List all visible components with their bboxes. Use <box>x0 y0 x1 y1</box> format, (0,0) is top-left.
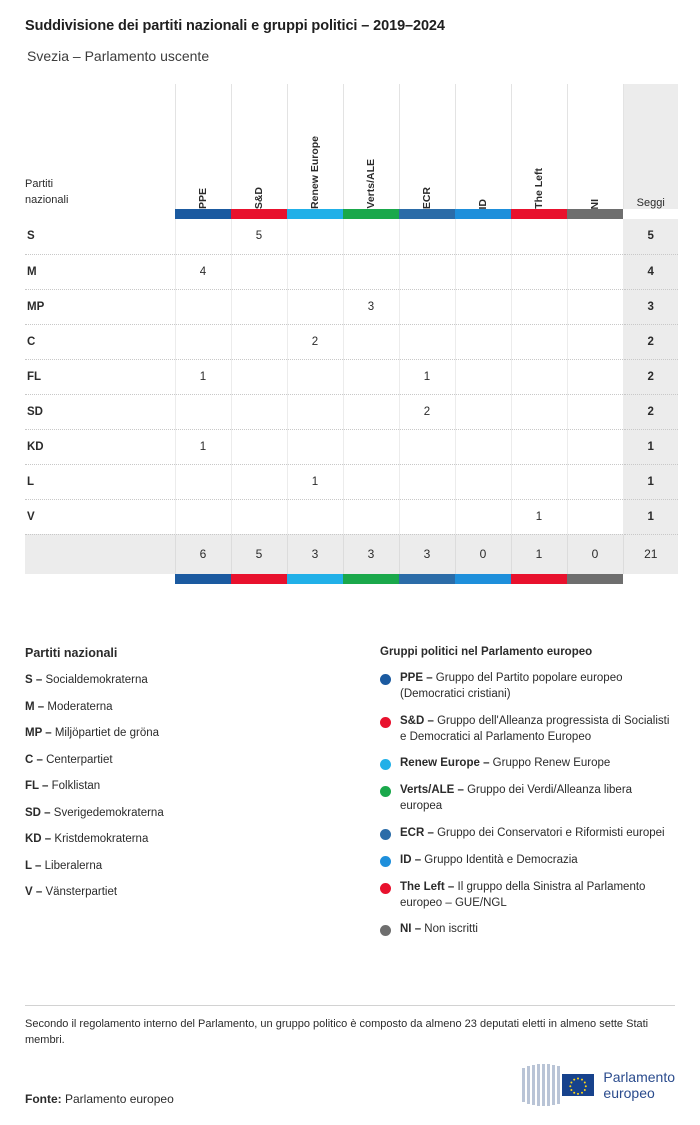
table-row <box>25 289 678 324</box>
table-row <box>25 464 678 499</box>
seat-cell <box>231 324 287 359</box>
legend-groups-heading: Gruppi politici nel Parlamento europeo <box>380 646 593 658</box>
ep-logo <box>522 1064 675 1106</box>
top-color-bar <box>25 209 678 219</box>
seat-cell <box>455 324 511 359</box>
seat-cell: 4 <box>175 254 231 289</box>
seat-cell <box>399 289 455 324</box>
group-legend-text: Renew Europe – Gruppo Renew Europe <box>400 757 611 770</box>
seat-cell <box>567 289 623 324</box>
legend-parties-heading: Partiti nazionali <box>25 646 118 660</box>
row-seats-total: 1 <box>623 464 678 499</box>
group-color-bar <box>455 574 511 584</box>
group-legend-item <box>380 783 675 815</box>
row-seats-total: 5 <box>623 219 678 254</box>
seat-cell <box>567 429 623 464</box>
row-party-label: MP <box>25 289 175 324</box>
party-legend-item: V – Vänsterpartiet <box>25 886 118 899</box>
seat-cell <box>175 464 231 499</box>
seat-cell <box>343 219 399 254</box>
group-column-header <box>175 84 231 209</box>
ep-logo-line2: europeo <box>603 1085 655 1101</box>
party-legend-item: C – Centerpartiet <box>25 753 113 766</box>
seat-cell: 5 <box>231 219 287 254</box>
table-row <box>25 219 678 254</box>
group-color-bar <box>231 574 287 584</box>
row-party-label: M <box>25 254 175 289</box>
group-legend-text: PPE – Gruppo del Partito popolare europeo (Democratici cristiani) <box>400 672 623 700</box>
group-color-dot <box>380 717 391 728</box>
group-column-header <box>231 84 287 209</box>
party-legend-item: SD – Sverigedemokraterna <box>25 806 164 819</box>
row-party-label: SD <box>25 394 175 429</box>
seat-cell: 1 <box>175 359 231 394</box>
seat-cell <box>511 254 567 289</box>
seat-cell <box>511 359 567 394</box>
seat-cell <box>511 429 567 464</box>
seat-cell <box>343 254 399 289</box>
group-column-label: PPE <box>197 187 209 209</box>
row-seats-total: 1 <box>623 429 678 464</box>
grand-total-seats: 21 <box>623 534 678 574</box>
seats-table <box>25 84 678 584</box>
row-seats-total: 1 <box>623 499 678 534</box>
ep-logo-text <box>603 1069 675 1101</box>
footnote: Secondo il regolamento interno del Parlamento, un gruppo politico è composto da almeno 23 deputati eletti in almeno sette Stati membri. <box>25 1005 675 1049</box>
group-color-bar <box>175 209 231 219</box>
legend-groups <box>380 646 675 949</box>
table-row <box>25 394 678 429</box>
group-color-bar <box>399 574 455 584</box>
row-seats-total: 2 <box>623 324 678 359</box>
seat-cell <box>231 499 287 534</box>
group-color-dot <box>380 883 391 894</box>
row-seats-total: 2 <box>623 359 678 394</box>
seat-cell <box>287 499 343 534</box>
party-legend-item: M – Moderaterna <box>25 700 113 713</box>
group-legend-item <box>380 922 675 938</box>
group-color-dot <box>380 829 391 840</box>
seat-cell <box>287 429 343 464</box>
group-color-bar <box>399 209 455 219</box>
group-column-label: ID <box>477 198 489 209</box>
group-total: 0 <box>455 534 511 574</box>
seat-cell <box>231 429 287 464</box>
legend <box>25 646 675 949</box>
party-legend-item: FL – Folklistan <box>25 780 101 793</box>
seat-cell <box>455 359 511 394</box>
seat-cell <box>511 464 567 499</box>
group-total: 1 <box>511 534 567 574</box>
group-color-bar <box>567 209 623 219</box>
page-title: Suddivisione dei partiti nazionali e gruppi politici – 2019–2024 <box>25 18 445 34</box>
source-line <box>25 1092 174 1106</box>
group-color-bar <box>343 574 399 584</box>
group-legend-text: NI – Non iscritti <box>400 923 478 936</box>
group-legend-item <box>380 714 675 746</box>
totals-row <box>25 534 678 574</box>
seat-cell: 1 <box>511 499 567 534</box>
seat-cell <box>343 359 399 394</box>
seat-cell <box>231 289 287 324</box>
seat-cell <box>287 289 343 324</box>
legend-parties <box>25 646 380 949</box>
seat-cell <box>343 429 399 464</box>
table-row <box>25 324 678 359</box>
group-color-bar <box>511 574 567 584</box>
seat-cell <box>175 324 231 359</box>
seat-cell <box>343 324 399 359</box>
group-column-header <box>455 84 511 209</box>
table-row <box>25 429 678 464</box>
seat-cell: 2 <box>287 324 343 359</box>
group-column-header <box>399 84 455 209</box>
ep-flag-icon <box>522 1064 594 1106</box>
group-legend-item <box>380 853 675 869</box>
group-color-bar <box>343 209 399 219</box>
source-label: Fonte: <box>25 1092 62 1106</box>
seat-cell <box>287 394 343 429</box>
row-seats-total: 3 <box>623 289 678 324</box>
seat-cell: 2 <box>399 394 455 429</box>
seat-cell <box>343 464 399 499</box>
group-color-dot <box>380 759 391 770</box>
group-color-bar <box>287 574 343 584</box>
seat-cell <box>567 219 623 254</box>
seat-cell <box>455 499 511 534</box>
group-column-label: ECR <box>421 186 433 209</box>
group-color-dot <box>380 925 391 936</box>
group-total: 0 <box>567 534 623 574</box>
party-legend-item: MP – Miljöpartiet de gröna <box>25 727 160 740</box>
seat-cell <box>567 359 623 394</box>
row-party-label: FL <box>25 359 175 394</box>
group-column-label: Renew Europe <box>309 136 321 209</box>
group-column-header <box>567 84 623 209</box>
seat-cell <box>231 464 287 499</box>
seat-cell <box>511 219 567 254</box>
seat-cell <box>175 219 231 254</box>
group-column-header <box>511 84 567 209</box>
seat-cell <box>231 394 287 429</box>
group-legend-item <box>380 880 675 912</box>
seats-column-header: Seggi <box>623 84 678 209</box>
group-color-dot <box>380 786 391 797</box>
group-total: 5 <box>231 534 287 574</box>
source-value: Parlamento europeo <box>65 1092 174 1106</box>
row-party-label: KD <box>25 429 175 464</box>
group-legend-text: ID – Gruppo Identità e Democrazia <box>400 853 578 866</box>
seat-cell <box>287 219 343 254</box>
seat-cell <box>511 394 567 429</box>
seat-cell <box>399 219 455 254</box>
group-color-bar <box>567 574 623 584</box>
table-header-row <box>25 84 678 209</box>
group-color-dot <box>380 856 391 867</box>
seat-cell <box>567 464 623 499</box>
seat-cell <box>455 289 511 324</box>
seat-cell <box>567 324 623 359</box>
row-seats-total: 2 <box>623 394 678 429</box>
seat-cell <box>567 394 623 429</box>
seat-cell <box>455 254 511 289</box>
row-party-label: L <box>25 464 175 499</box>
ep-logo-line1: Parlamento <box>603 1068 675 1085</box>
seat-cell <box>399 254 455 289</box>
seat-cell <box>399 464 455 499</box>
row-party-label: C <box>25 324 175 359</box>
row-party-label: V <box>25 499 175 534</box>
seat-cell <box>287 254 343 289</box>
group-color-bar <box>231 209 287 219</box>
group-column-header <box>287 84 343 209</box>
seat-cell <box>287 359 343 394</box>
seat-cell: 1 <box>175 429 231 464</box>
seat-cell <box>567 254 623 289</box>
row-party-label: S <box>25 219 175 254</box>
table-row <box>25 499 678 534</box>
table-row <box>25 254 678 289</box>
group-total: 3 <box>287 534 343 574</box>
group-legend-item <box>380 826 675 842</box>
seats-matrix <box>25 84 675 584</box>
seat-cell <box>175 289 231 324</box>
group-color-bar <box>175 574 231 584</box>
seat-cell <box>343 499 399 534</box>
group-legend-text: The Left – Il gruppo della Sinistra al Parlamento europeo – GUE/NGL <box>400 880 646 909</box>
group-color-dot <box>380 674 391 685</box>
group-column-label: NI <box>589 198 601 209</box>
seat-cell: 1 <box>287 464 343 499</box>
seat-cell: 3 <box>343 289 399 324</box>
group-legend-text: Verts/ALE – Gruppo dei Verdi/Alleanza libera europea <box>400 784 633 813</box>
seat-cell <box>231 254 287 289</box>
group-legend-text: ECR – Gruppo dei Conservatori e Riformisti europei <box>400 827 665 840</box>
party-legend-item: KD – Kristdemokraterna <box>25 833 149 846</box>
seat-cell <box>511 324 567 359</box>
group-legend-item <box>380 756 675 772</box>
party-column-header: Partiti nazionali <box>25 178 69 207</box>
seat-cell <box>567 499 623 534</box>
group-legend-text: S&D – Gruppo dell'Alleanza progressista di Socialisti e Democratici al Parlamento Europeo <box>400 714 670 743</box>
seat-cell <box>175 499 231 534</box>
seat-cell <box>455 464 511 499</box>
table-row <box>25 359 678 394</box>
seat-cell <box>399 324 455 359</box>
seat-cell <box>399 429 455 464</box>
seat-cell <box>455 219 511 254</box>
seat-cell <box>343 394 399 429</box>
party-legend-item: L – Liberalerna <box>25 859 103 872</box>
bottom-color-bar <box>25 574 678 584</box>
seat-cell <box>455 429 511 464</box>
row-seats-total: 4 <box>623 254 678 289</box>
seat-cell <box>455 394 511 429</box>
group-total: 6 <box>175 534 231 574</box>
group-legend-item <box>380 671 675 703</box>
seat-cell <box>511 289 567 324</box>
group-column-label: Verts/ALE <box>365 159 377 209</box>
group-column-header <box>343 84 399 209</box>
group-column-label: S&D <box>253 186 265 209</box>
group-color-bar <box>287 209 343 219</box>
group-total: 3 <box>399 534 455 574</box>
group-color-bar <box>511 209 567 219</box>
group-total: 3 <box>343 534 399 574</box>
seat-cell <box>399 499 455 534</box>
seat-cell: 1 <box>399 359 455 394</box>
group-column-label: The Left <box>533 168 545 209</box>
seat-cell <box>175 394 231 429</box>
seat-cell <box>231 359 287 394</box>
party-legend-item: S – Socialdemokraterna <box>25 674 148 686</box>
page-subtitle: Svezia – Parlamento uscente <box>27 48 210 64</box>
group-color-bar <box>455 209 511 219</box>
